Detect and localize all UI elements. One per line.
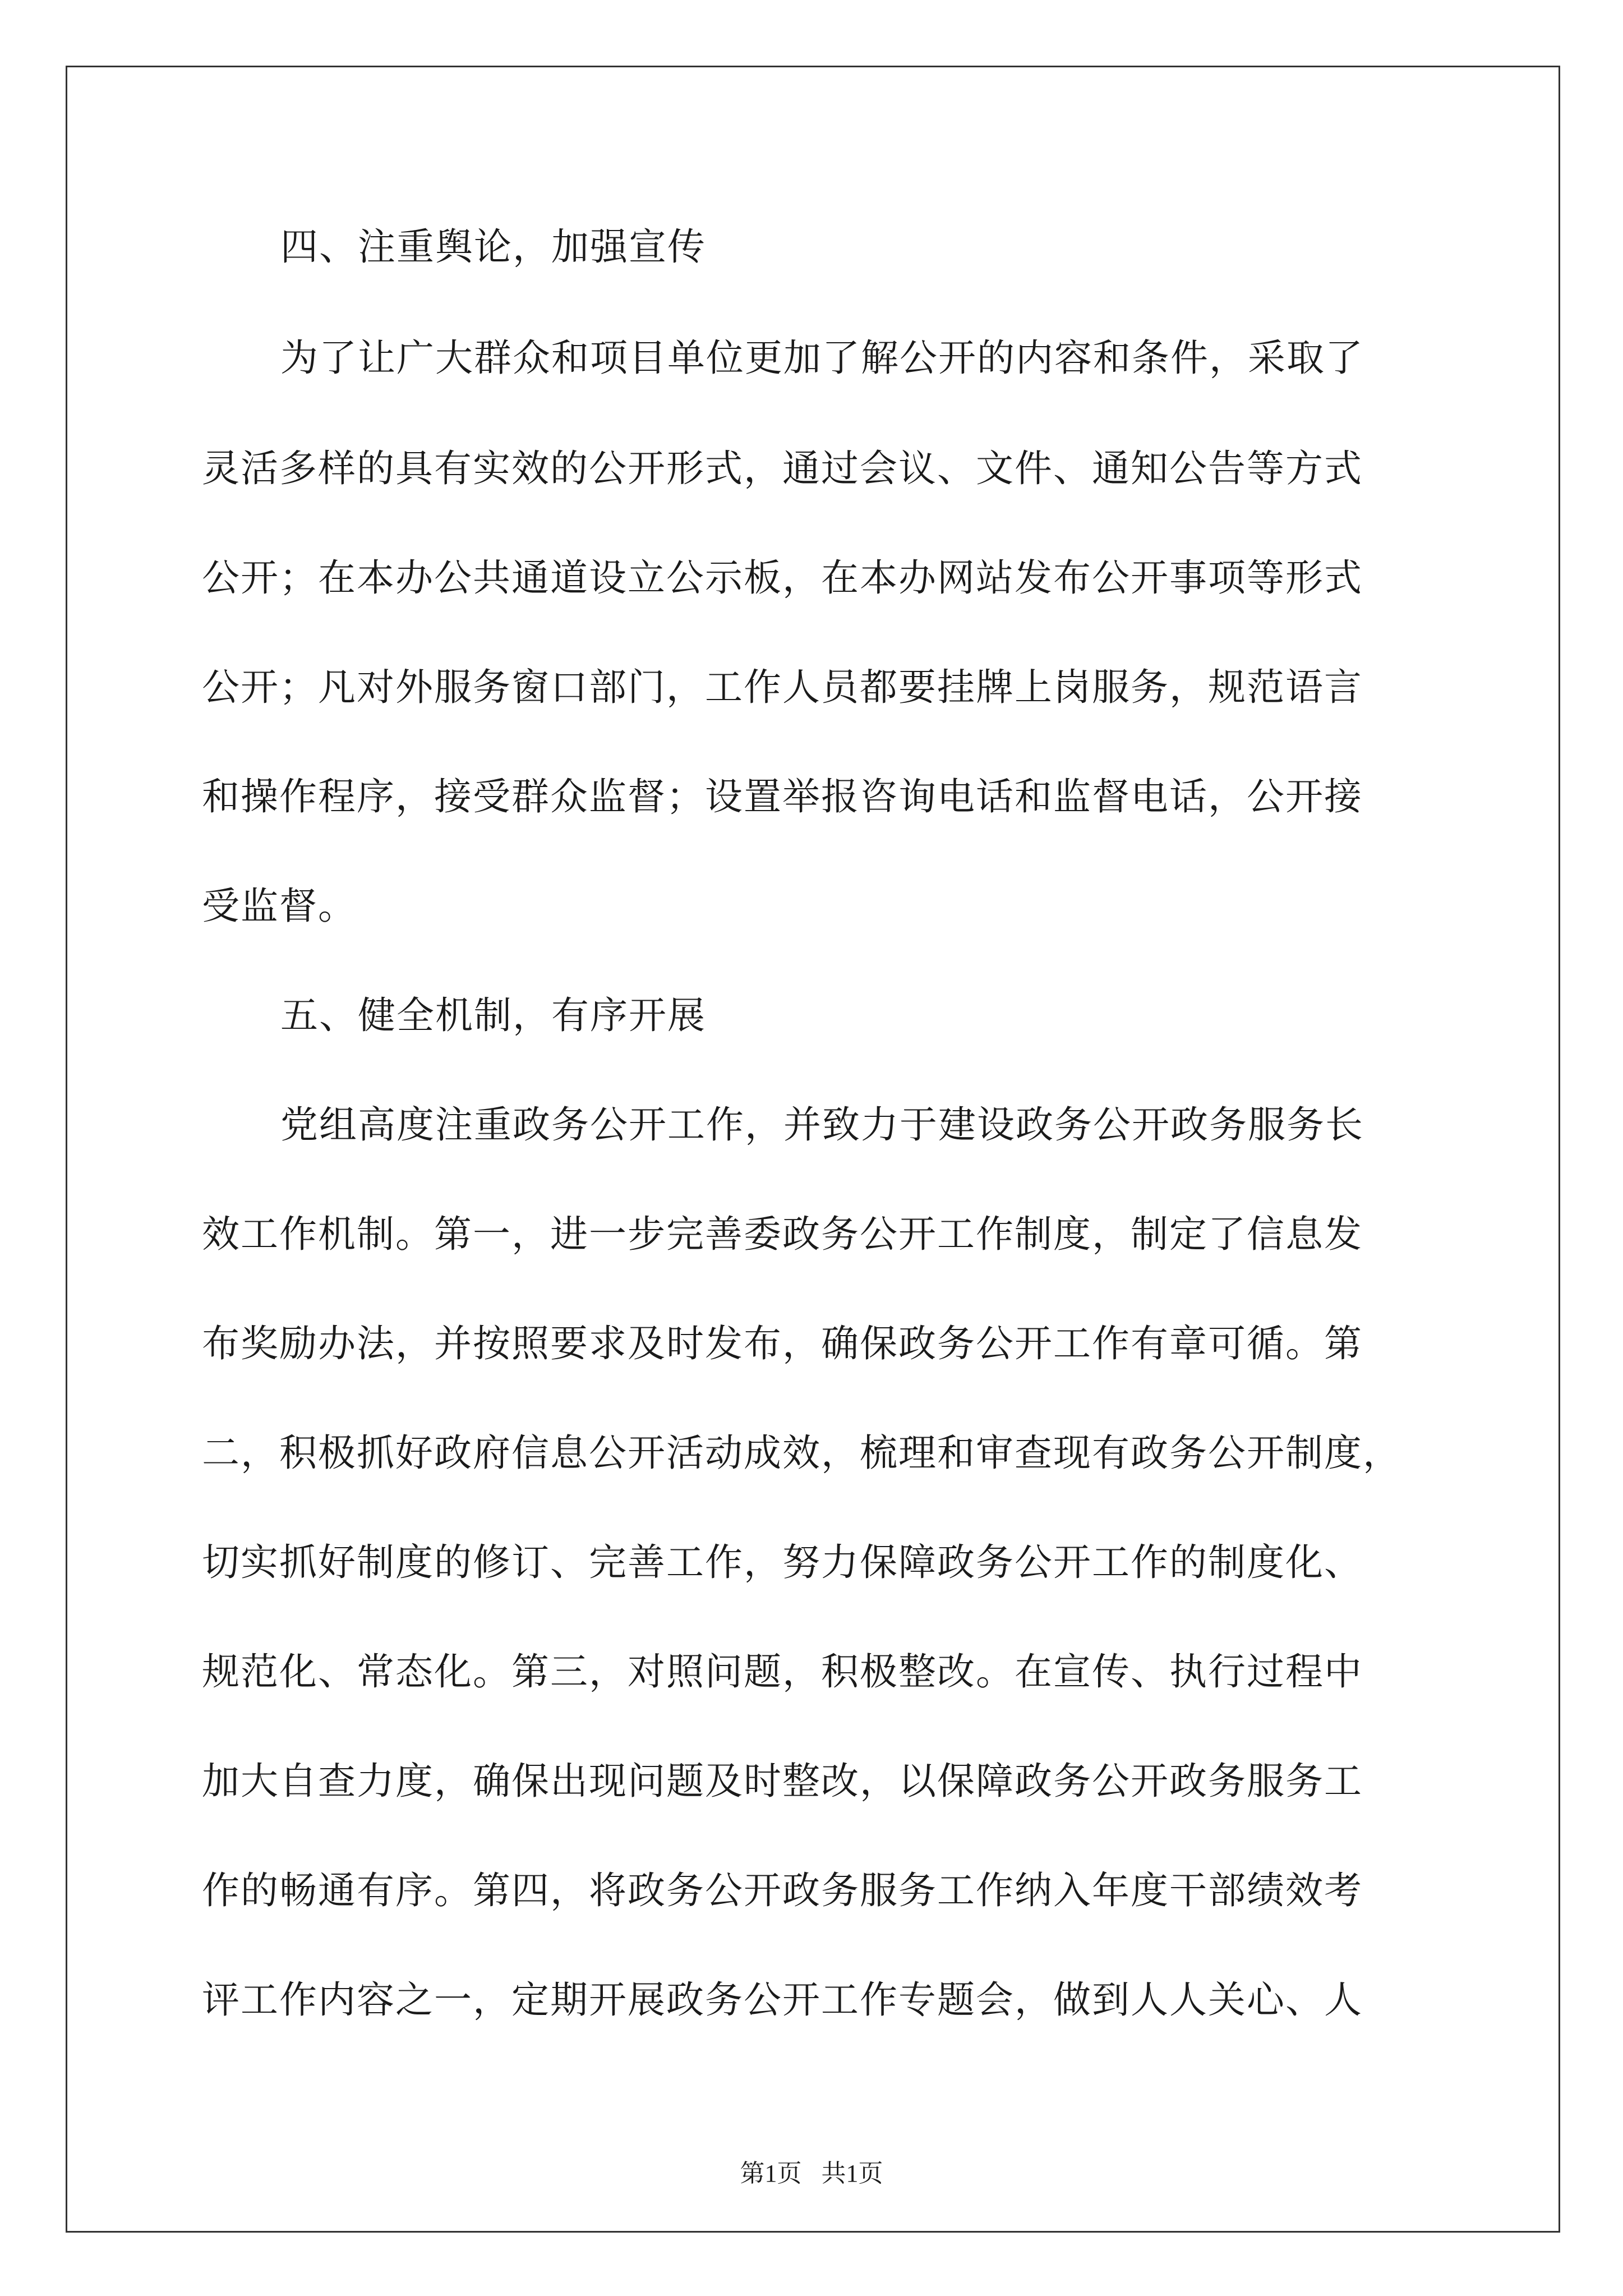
- paragraph-line: 规范化、常态化。第三，对照问题，积极整改。在宣传、执行过程中: [202, 1650, 1363, 1694]
- paragraph-line: 二，积极抓好政府信息公开活动成效，梳理和审查现有政务公开制度，: [202, 1431, 1401, 1475]
- paragraph-line: 和操作程序，接受群众监督；设置举报咨询电话和监督电话，公开接: [202, 775, 1363, 818]
- page-footer: [0, 2157, 1623, 2191]
- paragraph-line: 评工作内容之一，定期开展政务公开工作专题会，做到人人关心、人: [202, 1978, 1363, 2022]
- page-total: 共1页: [821, 2160, 883, 2187]
- page-number: 第1页: [740, 2160, 802, 2187]
- paragraph-line: 为了让广大群众和项目单位更加了解公开的内容和条件，采取了: [280, 336, 1364, 380]
- section-heading: 五、健全机制，有序开展: [280, 993, 706, 1037]
- paragraph-line: 切实抓好制度的修订、完善工作，努力保障政务公开工作的制度化、: [202, 1540, 1363, 1584]
- section-heading: 四、注重舆论，加强宣传: [280, 225, 706, 269]
- paragraph-line: 灵活多样的具有实效的公开形式，通过会议、文件、通知公告等方式: [202, 447, 1363, 490]
- paragraph-line: 公开；凡对外服务窗口部门，工作人员都要挂牌上岗服务，规范语言: [202, 665, 1363, 709]
- paragraph-line: 党组高度注重政务公开工作，并致力于建设政务公开政务服务长: [280, 1103, 1364, 1147]
- paragraph-line: 加大自查力度，确保出现问题及时整改，以保障政务公开政务服务工: [202, 1759, 1363, 1803]
- paragraph-line: 公开；在本办公共通道设立公示板，在本办网站发布公开事项等形式: [202, 556, 1363, 600]
- paragraph-line: 效工作机制。第一，进一步完善委政务公开工作制度，制定了信息发: [202, 1212, 1363, 1256]
- paragraph-line: 受监督。: [202, 884, 357, 928]
- paragraph-line: 布奖励办法，并按照要求及时发布，确保政务公开工作有章可循。第: [202, 1322, 1363, 1365]
- paragraph-line: 作的畅通有序。第四，将政务公开政务服务工作纳入年度干部绩效考: [202, 1869, 1363, 1912]
